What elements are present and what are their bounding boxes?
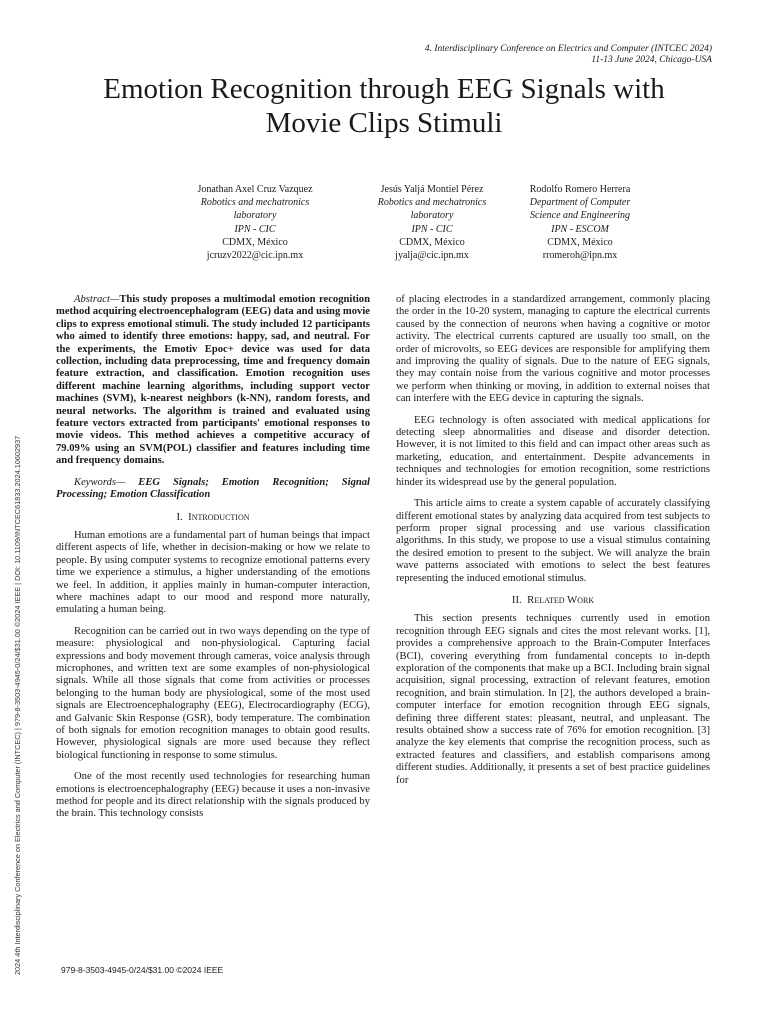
right-column: [396, 294, 710, 796]
author-email: jyalja@cic.ipn.mx: [395, 250, 469, 262]
conference-date-location: 11-13 June 2024, Chicago-USA: [591, 55, 712, 65]
conference-header: [425, 44, 712, 66]
section-title: Related Work: [527, 593, 595, 606]
author-block: [505, 183, 655, 262]
section-title: Introduction: [188, 510, 250, 523]
author-name: Jesús Yaljá Montiel Pérez: [380, 184, 484, 195]
paragraph: Recognition can be carried out in two ways depending on the type of measure: physiological and non-physiological. Capturing facial expressions and body movement through cameras, voice analysis through microphones, and written text are some examples of non-physiological signals. While all those signals that come from activities or processes belonging to the human body are physiological, some of the most used signals are Electroencephalography (EEG), Electrocardiography (ECG), and Galvanic Skin Response (GSR), body temperature. The combination of both signals for emotion recognition manages to obtain good results. However, physiological signals are more used because they reflect biological functioning in response to some stimulus.: [56, 625, 370, 761]
keywords: [56, 477, 370, 502]
abstract: [56, 294, 370, 468]
paragraph: of placing electrodes in a standardized arrangement, commonly placing the order in the 10-20 system, managing to capture the electrical currents caused by the connection of neurons when having a cognitive or motor activity. The electrical currents captured are usually too small, on the order of microvolts, so EEG devices are responsible for amplifying them and improving the quality of signals. Due to the nature of EEG signals, they may contain noise from the various cognitive and motor processes we perform when thinking or moving, in addition to external noises that can interfere with the EEG device in capturing the signals.: [396, 294, 710, 405]
keywords-text: EEG Signals; Emotion Recognition; Signal Processing; Emotion Classification: [56, 476, 370, 501]
abstract-label: Abstract—: [74, 294, 120, 305]
author-affiliation: Robotics and mechatronics: [377, 197, 487, 209]
paragraph: This section presents techniques currently used in emotion recognition through EEG signals and cites the most relevant works. [1], provides a comprehensive approach to the Brain-Computer Interfaces (BCI), covering everything from fundamental concepts to in-depth exploration of the components that make up a BCI. Including brain signal acquisition, signal processing, extraction of relevant features, emotion recognition, and brain stimulation. In [2], the authors developed a brain-computer interface for emotion recognition through EEG signals, defining three different states: pleasant, neutral, and unpleasant. The results obtained show a success rate of 76% for emotion recognition. [3] analyze the key elements that comprise the recognition process, such as extracted features and classifiers, and establish comparisons among different studies. Additionally, it presents a set of best practice guidelines for: [396, 613, 710, 786]
paper-title: [40, 72, 728, 140]
doi-sidebar: 2024 4th Interdisciplinary Conference on Electrics and Computer (INTCEC) | 979-8-3503-4945-0/24/$31.00 ©2024 IEEE | DOI: 10.1109/INTCEC61833.2024.10602937: [13, 435, 22, 975]
left-column: [56, 294, 370, 830]
abstract-text: This study proposes a multimodal emotion recognition method acquiring electroencephalogram (EEG) data and using movie clips to express emotional stimuli. The study included 12 participants who aimed to identify three emotions: happy, sad, and neutral. For the experiments, the Emotiv Epoc+ device was used for data collection, including data preprocessing, time and frequency domain feature extraction, and classification. Emotion recognition uses different machine learning algorithms, including support vector machines (SVM), k-nearest neighbors (k-NN), random forests, and neural networks. The algorithm is trained and evaluated using feature vectors extracted from participants' emotional responses to movie videos. This method achieves a competitive accuracy of 79.09% using an SVM(POL) classifier and features including time and frequency domains.: [56, 294, 370, 467]
author-affiliation: IPN - ESCOM: [551, 223, 609, 235]
author-affiliation: laboratory: [233, 210, 277, 222]
paragraph: EEG technology is often associated with medical applications for detecting sleep abnormalities and disease and disorder detection. However, it is not limited to this field and can impact other areas such as marketing, education, and entertainment. Despite advancements in techniques and technologies for emotion recognition, some restrictions hinder its widespread use by the general population.: [396, 414, 710, 488]
author-affiliation: laboratory: [410, 210, 454, 222]
section-number: I.: [176, 510, 183, 523]
author-affiliation: IPN - CIC: [411, 223, 453, 235]
keywords-label: Keywords—: [74, 476, 126, 488]
author-name: Rodolfo Romero Herrera: [529, 184, 631, 195]
author-email: rromeroh@ipn.mx: [542, 250, 618, 262]
author-city: CDMX, México: [399, 236, 465, 248]
paragraph: This article aims to create a system capable of accurately classifying different emotional states by analyzing data acquired from test subjects to perform proper signal processing and use various classification algorithms. In this study, we propose to use a visual stimulus containing the desired emotion to present to the subject. We will analyze the brain wave patterns associated with emotions to select the best features representing the induced emotional stimulus.: [396, 498, 710, 584]
author-affiliation: IPN - CIC: [234, 223, 276, 235]
author-email: jcruzv2022@cic.ipn.mx: [206, 250, 304, 262]
author-name: Jonathan Axel Cruz Vazquez: [197, 184, 313, 195]
author-city: CDMX, México: [222, 236, 288, 248]
author-affiliation: Robotics and mechatronics: [200, 197, 310, 209]
section-heading-related-work: [396, 594, 710, 606]
conference-name: 4. Interdisciplinary Conference on Electrics and Computer (INTCEC 2024): [424, 44, 712, 54]
title-line-2: Movie Clips Stimuli: [265, 107, 503, 139]
author-block: [357, 183, 507, 262]
section-number: II.: [511, 593, 522, 606]
author-affiliation: Science and Engineering: [530, 210, 630, 222]
author-city: CDMX, México: [547, 236, 613, 248]
author-block: [180, 183, 330, 262]
title-line-1: Emotion Recognition through EEG Signals with: [103, 73, 665, 105]
section-heading-introduction: [56, 511, 370, 523]
paragraph: Human emotions are a fundamental part of human beings that impact different aspects of life, whether in decision-making or how we relate to people. By using computer systems to recognize emotional patterns every time we experience a stimulus, a higher understanding of the emotions we feel. In addition, it applies mainly in human-computer interaction, where machines adapt to our mood and respond more naturally, emulating a human being.: [56, 529, 370, 616]
author-affiliation: Department of Computer: [529, 197, 631, 209]
copyright-footer: 979-8-3503-4945-0/24/$31.00 ©2024 IEEE: [61, 965, 224, 975]
paragraph: One of the most recently used technologies for researching human emotions is electroencephalography (EEG) because it uses a non-invasive method for people and its direct relationship with the signals produced by the brain. This technology consists: [56, 771, 370, 820]
